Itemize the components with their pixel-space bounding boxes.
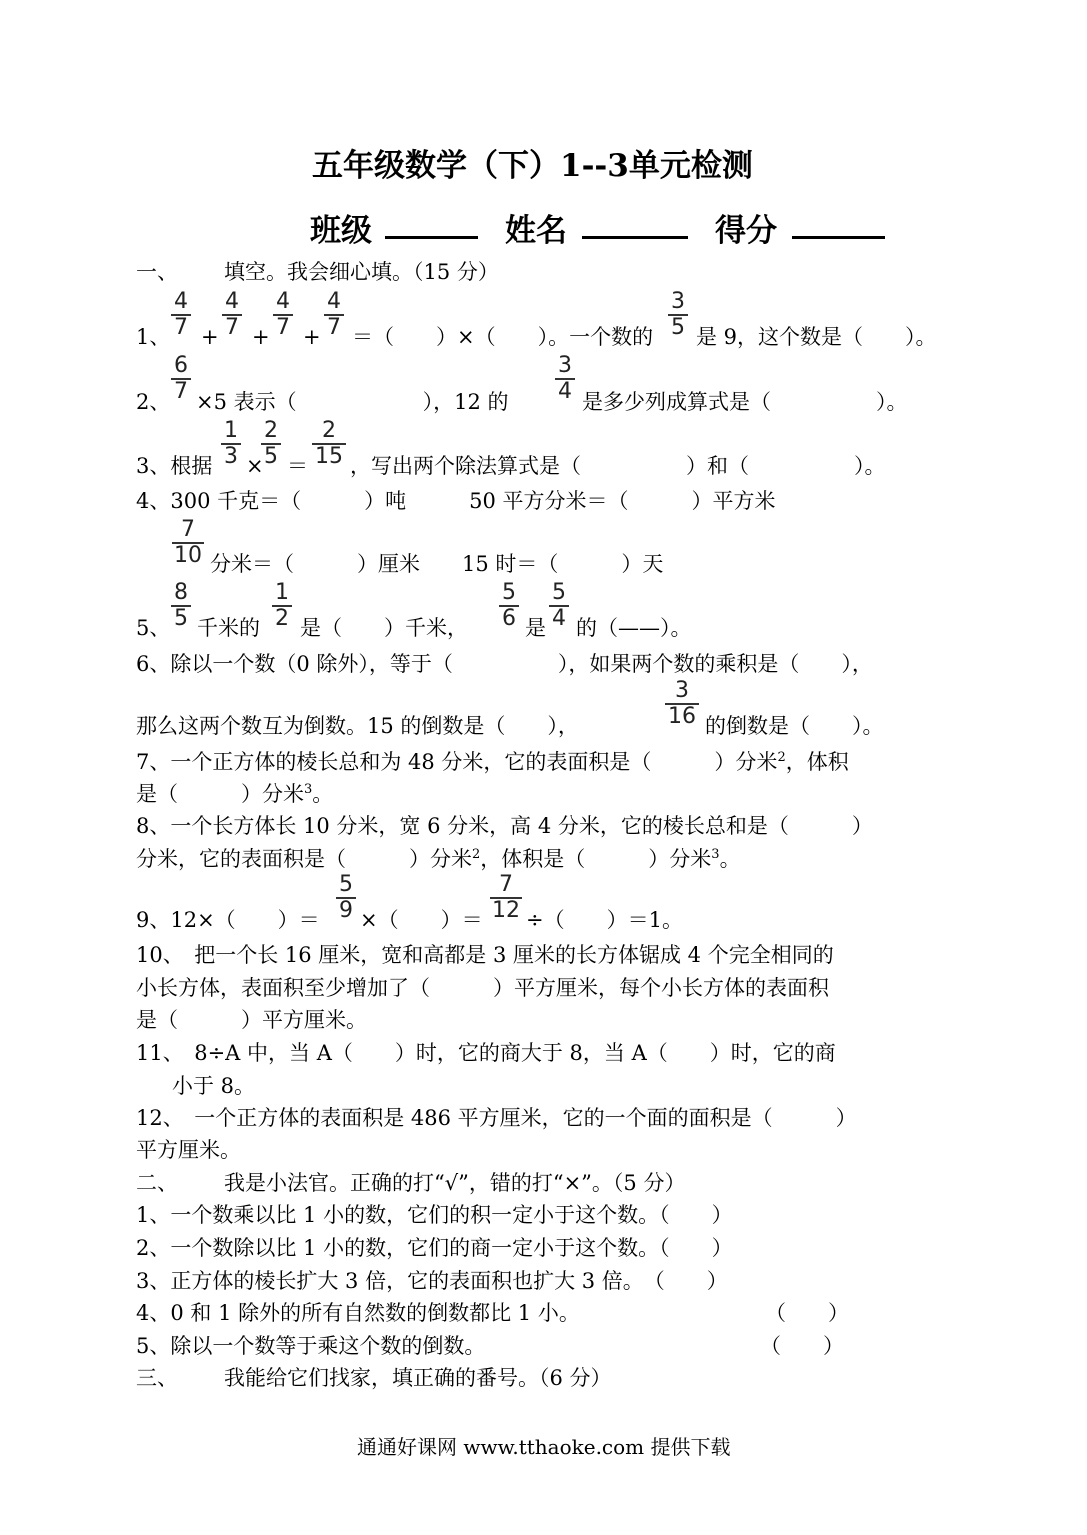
q4-line1: 4、300 千克＝（ ）吨 50 平方分米＝（ ）平方米 [136,489,776,513]
fraction: 2 5 [261,420,281,468]
fraction: 1 2 [272,582,292,630]
q12-line2: 平方厘米。 [136,1138,241,1162]
fraction: 4 7 [171,291,191,339]
q3-text: 3、根据 [136,454,213,478]
q6-line2: 那么这两个数互为倒数。15 的倒数是（ ）， [136,714,579,738]
q2-text-end: 是多少列成算式是（ ）。 [582,390,908,414]
footer-text: 通通好课网 www.tthaoke.com 提供下载 [357,1435,731,1459]
fraction: 3 4 [555,355,575,403]
q12-line1: 12、 一个正方体的表面积是 486 平方厘米，它的一个面的面积是（ ） [136,1106,857,1130]
judge-item: 5、除以一个数等于乘这个数的倒数。 [136,1334,486,1358]
equals-sign: ＝ [287,454,308,478]
q10-line1: 10、 把一个长 16 厘米，宽和高都是 3 厘米的长方体锯成 4 个完全相同的 [136,943,834,967]
q4-line2: 分米＝（ ）厘米 15 时＝（ ）天 [210,552,664,576]
fraction: 7 10 [174,517,202,568]
q5-text: 是 [525,616,546,640]
judge-answer-blank[interactable]: （ ） [760,1334,844,1358]
class-label: 班级 [310,213,372,249]
judge-answer-blank[interactable]: （ ） [765,1301,849,1325]
q9-text: 9、12×（ ）＝ [136,908,320,932]
section2-heading: 我是小法官。正确的打“√”，错的打“×”。（5 分） [224,1171,686,1195]
q8-line1: 8、一个长方体长 10 分米，宽 6 分米，高 4 分米，它的棱长总和是（ ） [136,814,873,838]
section1-number: 一、 [136,260,178,284]
q5-text: 是（ ）千米， [300,616,468,640]
q6-line1: 6、除以一个数（0 除外），等于（ ），如果两个数的乘积是（ ）， [136,652,873,676]
page-title: 五年级数学（下）1--3单元检测 [312,148,753,184]
plus-sign: + [252,325,270,349]
q2-text: ×5 表示（ ），12 的 [196,390,509,414]
q9-text: ×（ ）＝ [360,908,483,932]
fraction: 3 16 [665,680,699,728]
plus-sign: + [303,325,321,349]
q5-number: 5、 [136,616,171,640]
score-field[interactable] [792,236,885,239]
q5-text: 千米的 [197,616,260,640]
fraction: 3 5 [668,291,688,339]
fraction: 7 12 [492,872,520,923]
times-sign: × [246,454,264,478]
fraction: 1 3 [221,420,241,468]
q11-line2: 小于 8。 [172,1074,256,1098]
q5-text-end: 的（——）。 [576,616,692,640]
fraction: 6 7 [171,355,191,403]
q1-number: 1、 [136,325,171,349]
q10-line2: 小长方体，表面积至少增加了（ ）平方厘米，每个小长方体的表面积 [136,976,829,1000]
judge-item: 4、0 和 1 除外的所有自然数的倒数都比 1 小。 [136,1301,580,1325]
q9-text-end: ÷（ ）＝1。 [526,908,683,932]
fraction: 4 7 [222,291,242,339]
judge-item: 1、一个数乘以比 1 小的数，它们的积一定小于这个数。（ ） [136,1203,733,1227]
name-label: 姓名 [505,213,567,249]
q10-line3: 是（ ）平方厘米。 [136,1008,367,1032]
fraction: 4 7 [273,291,293,339]
fraction: 5 4 [549,582,569,630]
fraction: 2 15 [312,420,346,468]
section3-heading: 我能给它们找家，填正确的番号。（6 分） [224,1366,612,1390]
section1-heading: 填空。我会细心填。（15 分） [224,260,499,284]
q1-text-end: 是 9，这个数是（ ）。 [696,325,937,349]
q3-text-end: ，写出两个除法算式是（ ）和（ ）。 [350,454,886,478]
fraction: 5 6 [499,582,519,630]
q8-line2: 分米，它的表面积是（ ）分米$^2$，体积是（ ）分米$^3$。 [136,847,741,871]
fraction: 8 5 [171,582,191,630]
score-label: 得分 [715,213,777,249]
fraction: 4 7 [324,291,344,339]
class-field[interactable] [385,236,478,239]
q6-line2-end: 的倒数是（ ）。 [705,714,884,738]
plus-sign: + [201,325,219,349]
q1-text: ＝（ ）×（ ）。一个数的 [352,325,654,349]
q11-line1: 11、 8÷A 中，当 A（ ）时，它的商大于 8，当 A（ ）时，它的商 [136,1041,836,1065]
q7-line1: 7、一个正方体的棱长总和为 48 分米，它的表面积是（ ）分米$^2$，体积 [136,750,849,774]
q7-line2: 是（ ）分米$^3$。 [136,782,334,806]
name-field[interactable] [582,236,688,239]
section2-number: 二、 [136,1171,178,1195]
judge-item: 3、正方体的棱长扩大 3 倍，它的表面积也扩大 3 倍。 （ ） [136,1269,728,1293]
section3-number: 三、 [136,1366,178,1390]
judge-item: 2、一个数除以比 1 小的数，它们的商一定小于这个数。（ ） [136,1236,733,1260]
fraction: 5 9 [336,874,356,922]
q2-number: 2、 [136,390,171,414]
